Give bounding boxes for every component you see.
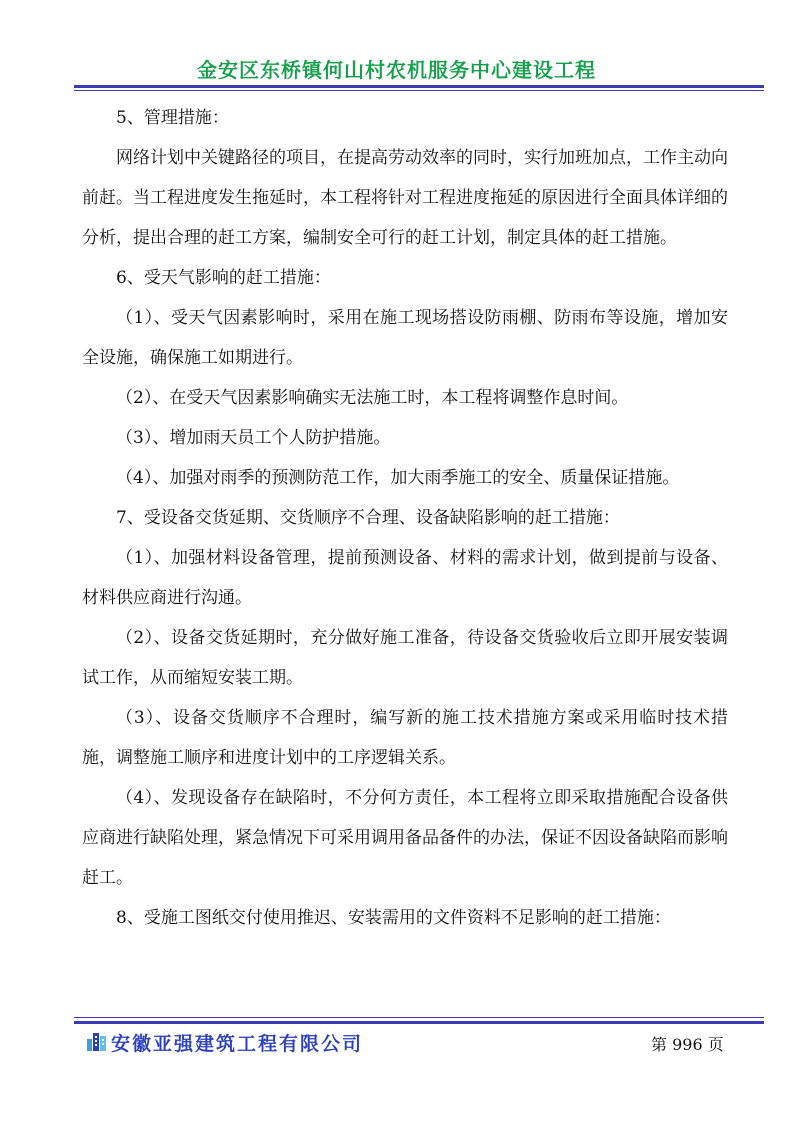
list-item: （1）、受天气因素影响时，采用在施工现场搭设防雨棚、防雨布等设施，增加安全设施，确保施工如期进行。: [82, 308, 728, 368]
header-rule-thin: [74, 90, 764, 91]
header-rule-thick: [74, 85, 764, 88]
paragraph: 网络计划中关键路径的项目，在提高劳动效率的同时，实行加班加点，工作主动向前赶。当工程进度发生拖延时，本工程将针对工程进度拖延的原因进行全面具体详细的分析，提出合理的赶工方案，编制安全可行的赶工计划，制定具体的赶工措施。: [82, 148, 728, 248]
section-heading-8: 8、受施工图纸交付使用推迟、安装需用的文件资料不足影响的赶工措施：: [116, 908, 671, 928]
body-text: [82, 98, 728, 938]
footer-rule-thin: [74, 1017, 764, 1018]
section-heading-6: 6、受天气影响的赶工措施：: [116, 268, 331, 288]
header-title: 金安区东桥镇何山村农机服务中心建设工程: [197, 58, 596, 82]
list-item: （4）、加强对雨季的预测防范工作，加大雨季施工的安全、质量保证措施。: [116, 468, 680, 488]
list-item: （2）、在受天气因素影响确实无法施工时，本工程将调整作息时间。: [116, 388, 629, 408]
page-number: 第 996 页: [651, 1035, 724, 1054]
list-item: （1）、加强材料设备管理，提前预测设备、材料的需求计划，做到提前与设备、材料供应商进行沟通。: [82, 548, 728, 608]
section-heading-7: 7、受设备交货延期、交货顺序不合理、设备缺陷影响的赶工措施：: [116, 508, 620, 528]
list-item: （3）、设备交货顺序不合理时，编写新的施工技术措施方案或采用临时技术措施，调整施工顺序和进度计划中的工序逻辑关系。: [82, 708, 728, 768]
footer-company-name: 安徽亚强建筑工程有限公司: [111, 1033, 364, 1055]
building-logo-icon: [86, 1031, 108, 1051]
list-item: （3）、增加雨天员工个人防护措施。: [116, 428, 391, 448]
section-heading-5: 5、管理措施：: [116, 108, 229, 128]
list-item: （4）、发现设备存在缺陷时，不分何方责任，本工程将立即采取措施配合设备供应商进行缺陷处理，紧急情况下可采用调用备品备件的办法，保证不因设备缺陷而影响赶工。: [82, 788, 728, 888]
footer-rule-thick: [74, 1021, 764, 1024]
list-item: （2）、设备交货延期时，充分做好施工准备，待设备交货验收后立即开展安装调试工作，从而缩短安装工期。: [82, 628, 728, 688]
